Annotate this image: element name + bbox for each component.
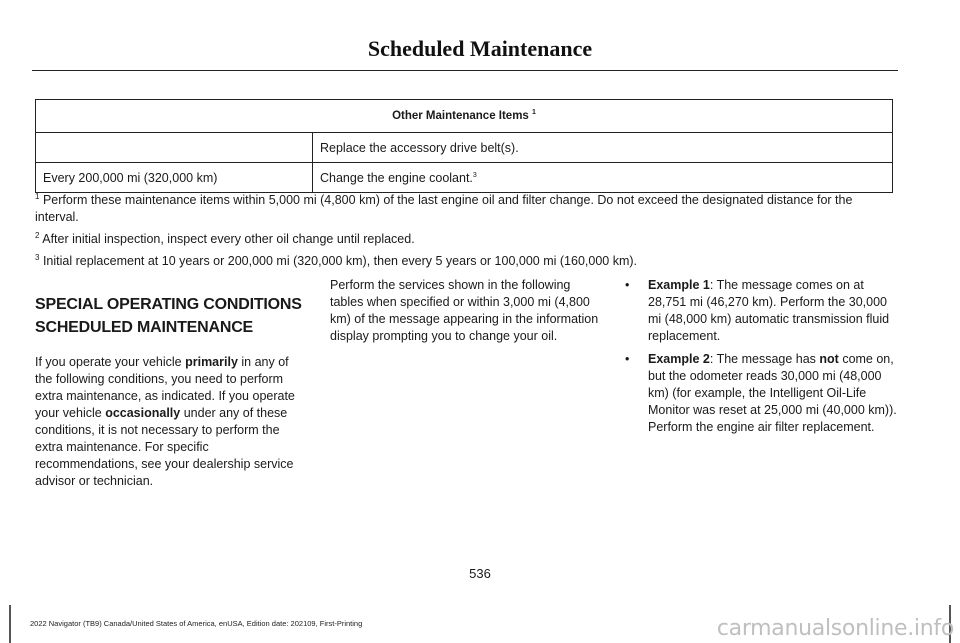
- interval-cell: Every 200,000 mi (320,000 km): [36, 163, 313, 193]
- maintenance-table: [35, 99, 893, 193]
- list-item: • Example 2: The message has not come on, but the odometer reads 30,000 mi (48,000 km) (for example, the Intelligent Oil-Life Monitor was reset at 25,000 mi (40,000 km)). Perform the engine air filter replacement.: [625, 352, 897, 434]
- page-title: Scheduled Maintenance: [367, 36, 593, 61]
- section-subheading: SCHEDULED MAINTENANCE: [35, 319, 254, 336]
- left-column: [35, 296, 307, 490]
- footnote: $^2$ After initial inspection, inspect every other oil change until replaced.: [35, 230, 415, 246]
- services-paragraph: Perform the services shown in the following tables when specified or within 3,000 mi (4,800 km) of the message appearing in the information display prompting you to change your oil.: [330, 278, 599, 343]
- table-header-row: [36, 100, 893, 133]
- examples-list: [625, 277, 897, 436]
- table-row: [36, 163, 893, 193]
- item-cell: Change the engine coolant.$^3$: [313, 163, 893, 193]
- table-row: [36, 133, 893, 163]
- footnote: $^1$ Perform these maintenance items within 5,000 mi (4,800 km) of the last engine oil and filter change. Do not exceed the designated distance for the interval.: [35, 191, 853, 224]
- item-cell: Replace the accessory drive belt(s).: [313, 133, 893, 163]
- bullet: •: [625, 278, 630, 292]
- watermark: carmanualsonline.info: [716, 616, 954, 641]
- footnote: $^3$ Initial replacement at 10 years or 200,000 mi (320,000 km), then every 5 years or 100,000 mi (160,000 km).: [35, 252, 637, 268]
- interval-cell: [36, 133, 313, 163]
- right-column: [625, 277, 897, 442]
- bullet: •: [625, 352, 630, 366]
- middle-column: [330, 277, 604, 345]
- footnote-ref: 3: [472, 171, 477, 179]
- section-heading: SPECIAL OPERATING CONDITIONS: [35, 296, 302, 313]
- conditions-paragraph: If you operate your vehicle primarily in any of the following conditions, you need to perform extra maintenance, as indicated. If you operate your vehicle occasionally under any of these conditions, it is not necessary to perform the extra maintenance. For specific recommendations, see your dealership service advisor or technician.: [35, 355, 295, 488]
- footnotes: [35, 192, 895, 275]
- crop-mark: [9, 605, 11, 643]
- header-divider: [32, 70, 898, 71]
- edition-footer: 2022 Navigator (TB9) Canada/United States of America, enUSA, Edition date: 202109, First-Printing: [30, 619, 363, 628]
- footnote-ref: 1: [532, 109, 536, 117]
- list-item: • Example 1: The message comes on at 28,751 mi (46,270 km). Perform the 30,000 mi (48,000 km) automatic transmission fluid replacement.: [625, 278, 890, 343]
- table-title: Other Maintenance Items $^1$: [36, 100, 893, 133]
- page-number: 536: [469, 566, 491, 581]
